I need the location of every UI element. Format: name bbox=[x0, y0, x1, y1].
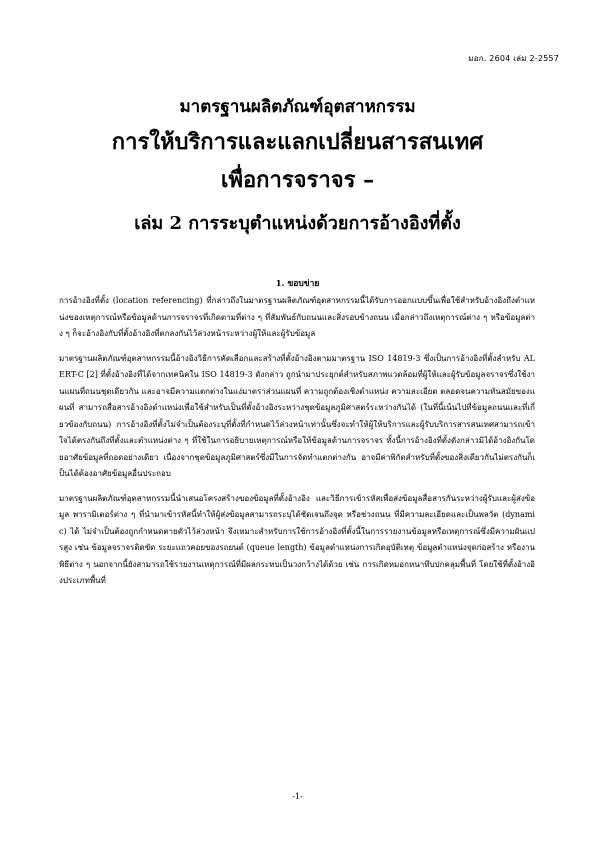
title-line-traffic: เพื่อการจราจร – bbox=[220, 167, 375, 193]
paragraph: มาตรฐานผลิตภัณฑ์อุตสาหกรรมนี้นำเสนอโครงสร้างของข้อมูลที่ตั้งอ้างอิง และวิธีการเข้ารหัสเพื่อส่งข้อมูลสื่อสารกันระหว่างผู้รับและผู้ส่งข้อมูล พารามิเตอร์ต่าง ๆ ที่นำมาเข้ารหัสนี้ทำให้ผู้ส่งข้อมูลสามารถระบุได้ชัดเจนถึงจุด หรือช่วงถนน ที่มีความละเอียดและเป็นพลวัต (dynamic) ได้ ไม่จำเป็นต้องถูกกำหนดตายตัวไว้ล่วงหน้า จึงเหมาะสำหรับการใช้การอ้างอิงที่ตั้งนี้ในการรายงานข้อมูลหรือเหตุการณ์ซึ่งมีความผันแปรสูง เช่น ข้อมูลจราจรติดขัด ระยะแถวคอยของรถยนต์ (queue length) ข้อมูลตำแหน่งการเกิดอุบัติเหตุ ข้อมูลตำแหน่งจุดก่อสร้าง หรืองานพิธีต่าง ๆ นอกจากนี้ยังสามารถใช้รายงานเหตุการณ์ที่มีผลกระทบเป็นวงกว้างได้ด้วย เช่น การเกิดหมอกหนาทึบปกคลุมพื้นที่ โดยใช้ที่ตั้งอ้างอิงประเภทพื้นที่ bbox=[59, 493, 535, 585]
document-title-block bbox=[0, 96, 595, 236]
section-heading-scope: 1. ขอบข่าย bbox=[275, 279, 320, 289]
page-number: -1- bbox=[292, 792, 303, 801]
document-body bbox=[59, 293, 535, 598]
title-line-service: การให้บริการและแลกเปลี่ยนสารสนเทศ bbox=[111, 129, 484, 155]
paragraph: มาตรฐานผลิตภัณฑ์อุตสาหกรรมนี้อ้างอิงวิธีการคัดเลือกและสร้างที่ตั้งอ้างอิงตามมาตรฐาน ISO 14819-3 ซึ่งเป็นการอ้างอิงที่ตั้งสำหรับ ALERT-C [2] ที่ตั้งอ้างอิงที่ได้จากเทคนิคใน ISO 14819-3 ดังกล่าว ถูกนำมาประยุกต์สำหรับสภาพแวดล้อมที่ผู้ให้และผู้รับข้อมูลจราจรซึ่งใช้งานแผนที่ถนนชุดเดียวกัน และอาจมีความแตกต่างในแง่มาตราส่วนแผนที่ ความถูกต้องเชิงตำแหน่ง ความละเอียด ตลอดจนความทันสมัยของแผนที่ สามารถสื่อสารอ้างอิงตำแหน่งเพื่อใช้สำหรับเป็นที่ตั้งอ้างอิงระหว่างชุดข้อมูลภูมิศาสตร์ระหว่างกันได้ (ในที่นี้เน้นไปที่ข้อมูลถนนและที่เกี่ยวข้องกับถนน) การอ้างอิงที่ตั้งไม่จำเป็นต้องระบุที่ตั้งที่กำหนดไว้ล่วงหน้าเท่านั้นซึ่งจะทำให้ผู้ให้บริการและผู้รับบริการสารสนเทศสามารถเข้าใจได้ตรงกันถึงที่ตั้งและตำแหน่งต่าง ๆ ที่ใช้ในการอธิบายเหตุการณ์หรือให้ข้อมูลด้านการจราจร ทั้งนี้การอ้างอิงที่ตั้งดังกล่าวมิได้อ้างอิงกันโดยอาศัยข้อมูลที่ถอดอย่างเดียว เนื่องจากชุดข้อมูลภูมิศาสตร์ซึ่งมีในการจัดทำแตกต่างกัน อาจมีค่าพิกัดสำหรับที่ตั้งของสิ่งเดียวกันไม่ตรงกันก็เป็นได้ต้องอาศัยข้อมูลอื่นประกอบ bbox=[59, 353, 535, 478]
title-line-part: เล่ม 2 การระบุตำแหน่งด้วยการอ้างอิงที่ตั้ง bbox=[134, 213, 461, 234]
standard-reference: มอก. 2604 เล่ม 2-2557 bbox=[468, 54, 559, 63]
title-line-standard: มาตรฐานผลิตภัณฑ์อุตสาหกรรม bbox=[179, 97, 416, 117]
paragraph: การอ้างอิงที่ตั้ง (location referencing) ที่กล่าวถึงในมาตรฐานผลิตภัณฑ์อุตสาหกรรมนี้ได้รับการออกแบบขึ้นเพื่อใช้สำหรับอ้างอิงถึงตำแหน่งของเหตุการณ์หรือข้อมูลด้านการจราจรที่เกิดตามที่ต่าง ๆ ที่สัมพันธ์กับถนนและสิ่งรอบข้างถนน เมื่อกล่าวถึงเหตุการณ์ต่าง ๆ หรือข้อมูลต่าง ๆ ก็จะอ้างอิงกับที่ตั้งอ้างอิงที่ตกลงกันไว้ล่วงหน้าระหว่างผู้ให้และผู้รับข้อมูล bbox=[59, 296, 535, 338]
